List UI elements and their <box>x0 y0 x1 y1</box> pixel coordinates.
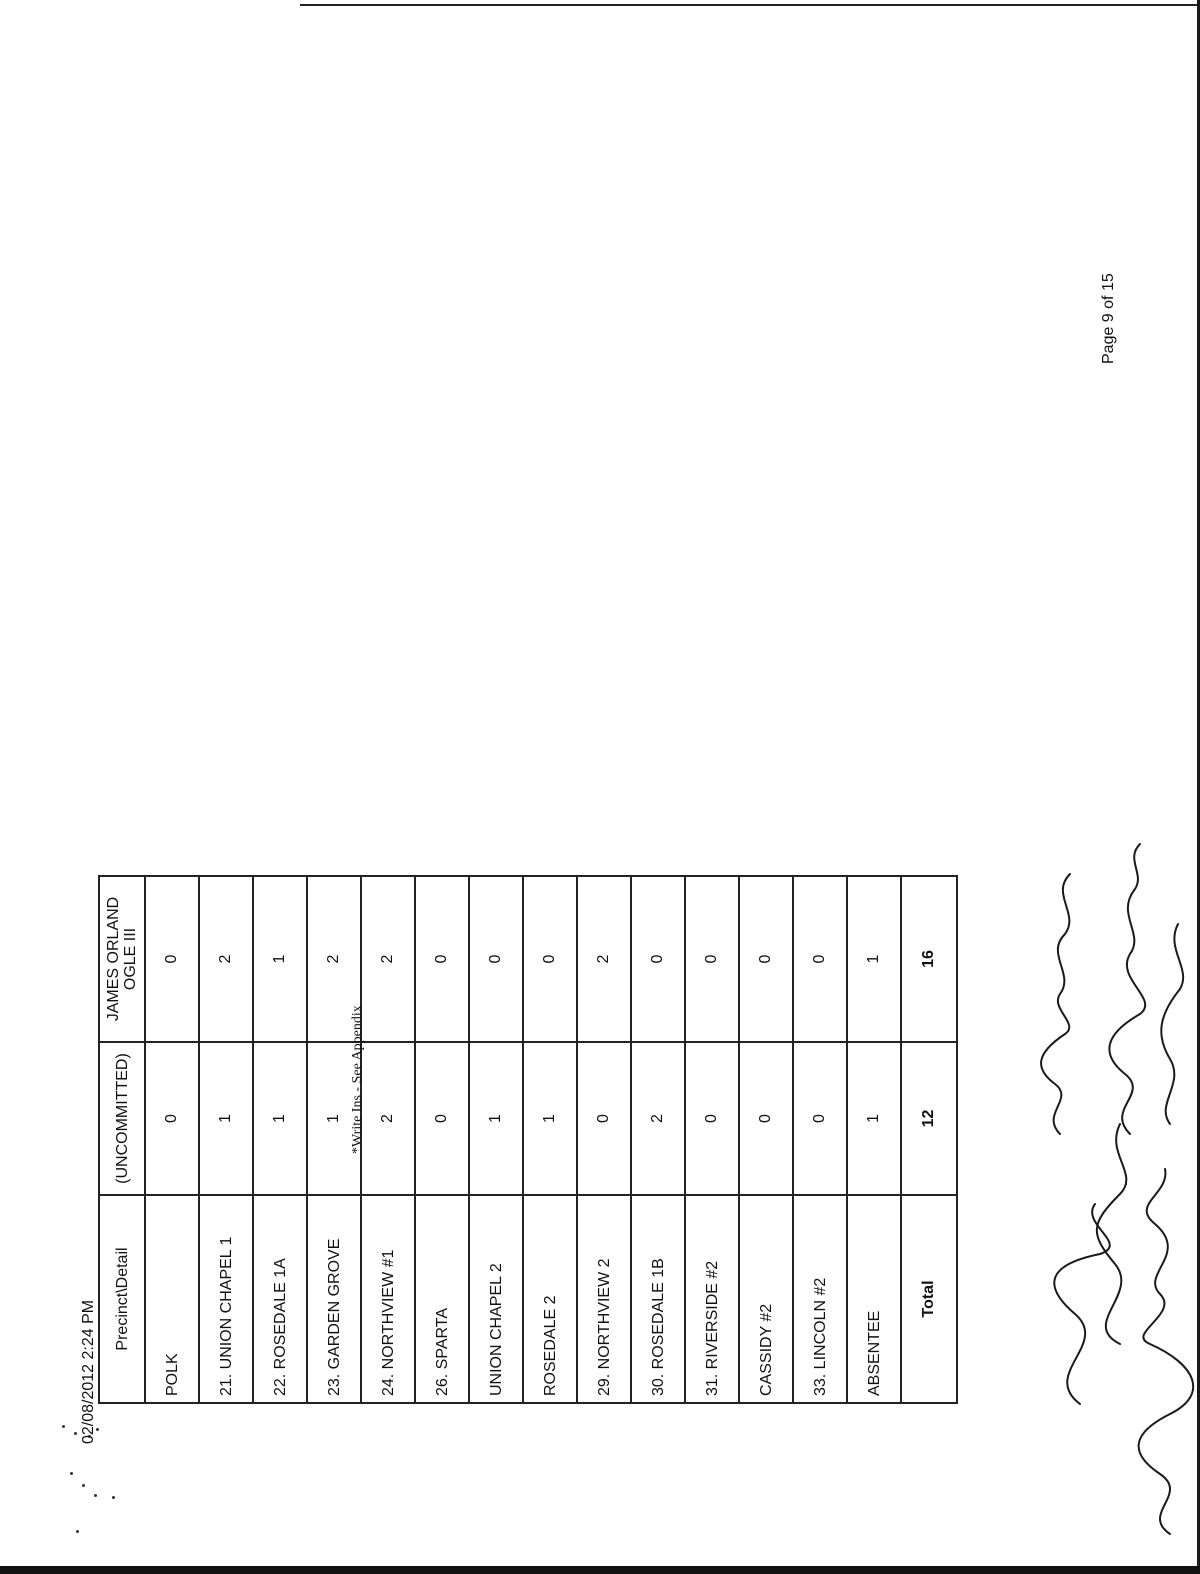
ogle-count: 1 <box>253 876 307 1042</box>
precinct-name: 30. ROSEDALE 1B <box>631 1195 685 1403</box>
total-label: Total <box>901 1195 957 1403</box>
uncommitted-count: 1 <box>847 1042 901 1195</box>
uncommitted-count: 0 <box>577 1042 631 1195</box>
header-james-orland-ogle <box>99 876 145 1042</box>
handwritten-signatures <box>1020 834 1200 1554</box>
table-row <box>469 876 523 1403</box>
signature-stroke <box>1161 924 1183 1124</box>
write-ins-note: *Write Ins - See Appendix <box>350 1005 365 1154</box>
precinct-name: POLK <box>145 1195 199 1403</box>
signature-stroke <box>1139 1169 1194 1534</box>
uncommitted-count: 0 <box>793 1042 847 1195</box>
precinct-name: 22. ROSEDALE 1A <box>253 1195 307 1403</box>
uncommitted-count: 0 <box>145 1042 199 1195</box>
ogle-count: 0 <box>145 876 199 1042</box>
ogle-count: 0 <box>739 876 793 1042</box>
table-row <box>631 876 685 1403</box>
header-precinct-detail: Precinct\Detail <box>99 1195 145 1403</box>
total-uncommitted: 12 <box>901 1042 957 1195</box>
signature-stroke <box>1054 1204 1110 1404</box>
ogle-count: 2 <box>361 876 415 1042</box>
uncommitted-count: 2 <box>361 1042 415 1195</box>
precinct-name: 23. GARDEN GROVE <box>307 1195 361 1403</box>
ogle-count: 0 <box>793 876 847 1042</box>
ogle-count: 0 <box>685 876 739 1042</box>
precinct-results-table <box>98 875 958 1404</box>
ogle-count: 0 <box>415 876 469 1042</box>
table-row <box>523 876 577 1403</box>
precinct-name: 29. NORTHVIEW 2 <box>577 1195 631 1403</box>
table-row <box>793 876 847 1403</box>
ogle-count: 0 <box>523 876 577 1042</box>
uncommitted-count: 1 <box>469 1042 523 1195</box>
table-body <box>145 876 957 1403</box>
ogle-count: 2 <box>307 876 361 1042</box>
precinct-name: 33. LINCOLN #2 <box>793 1195 847 1403</box>
uncommitted-count: 2 <box>631 1042 685 1195</box>
total-ogle: 16 <box>901 876 957 1042</box>
uncommitted-count: 0 <box>415 1042 469 1195</box>
table-row <box>199 876 253 1403</box>
precinct-name: CASSIDY #2 <box>739 1195 793 1403</box>
uncommitted-count: 1 <box>199 1042 253 1195</box>
ogle-count: 1 <box>847 876 901 1042</box>
precinct-name: ABSENTEE <box>847 1195 901 1403</box>
uncommitted-count: 0 <box>685 1042 739 1195</box>
header-ogle-line-2: OGLE III <box>122 927 139 991</box>
table-row <box>415 876 469 1403</box>
uncommitted-count: 1 <box>253 1042 307 1195</box>
table-row <box>739 876 793 1403</box>
table-row <box>577 876 631 1403</box>
precinct-name: 31. RIVERSIDE #2 <box>685 1195 739 1403</box>
page-number: Page 9 of 15 <box>1100 273 1117 364</box>
ogle-count: 0 <box>631 876 685 1042</box>
header-uncommitted: (UNCOMMITTED) <box>99 1042 145 1195</box>
table-row <box>361 876 415 1403</box>
table-row <box>847 876 901 1403</box>
header-ogle-line-1: JAMES ORLAND <box>105 896 122 1022</box>
precinct-name: 24. NORTHVIEW #1 <box>361 1195 415 1403</box>
precinct-name: 26. SPARTA <box>415 1195 469 1403</box>
signature-stroke <box>1041 874 1070 1134</box>
uncommitted-count: 1 <box>307 1042 361 1195</box>
ogle-count: 2 <box>199 876 253 1042</box>
signature-stroke <box>1097 1124 1127 1344</box>
precinct-name: 21. UNION CHAPEL 1 <box>199 1195 253 1403</box>
table-row <box>145 876 199 1403</box>
table-row <box>685 876 739 1403</box>
table-total-row <box>901 876 957 1403</box>
ogle-count: 2 <box>577 876 631 1042</box>
signature-stroke <box>1109 844 1145 1134</box>
uncommitted-count: 1 <box>523 1042 577 1195</box>
precinct-name: UNION CHAPEL 2 <box>469 1195 523 1403</box>
table-header-row <box>99 876 145 1403</box>
uncommitted-count: 0 <box>739 1042 793 1195</box>
table-row <box>253 876 307 1403</box>
ogle-count: 0 <box>469 876 523 1042</box>
precinct-name: ROSEDALE 2 <box>523 1195 577 1403</box>
report-timestamp: 02/08/2012 2:24 PM <box>80 1299 97 1444</box>
